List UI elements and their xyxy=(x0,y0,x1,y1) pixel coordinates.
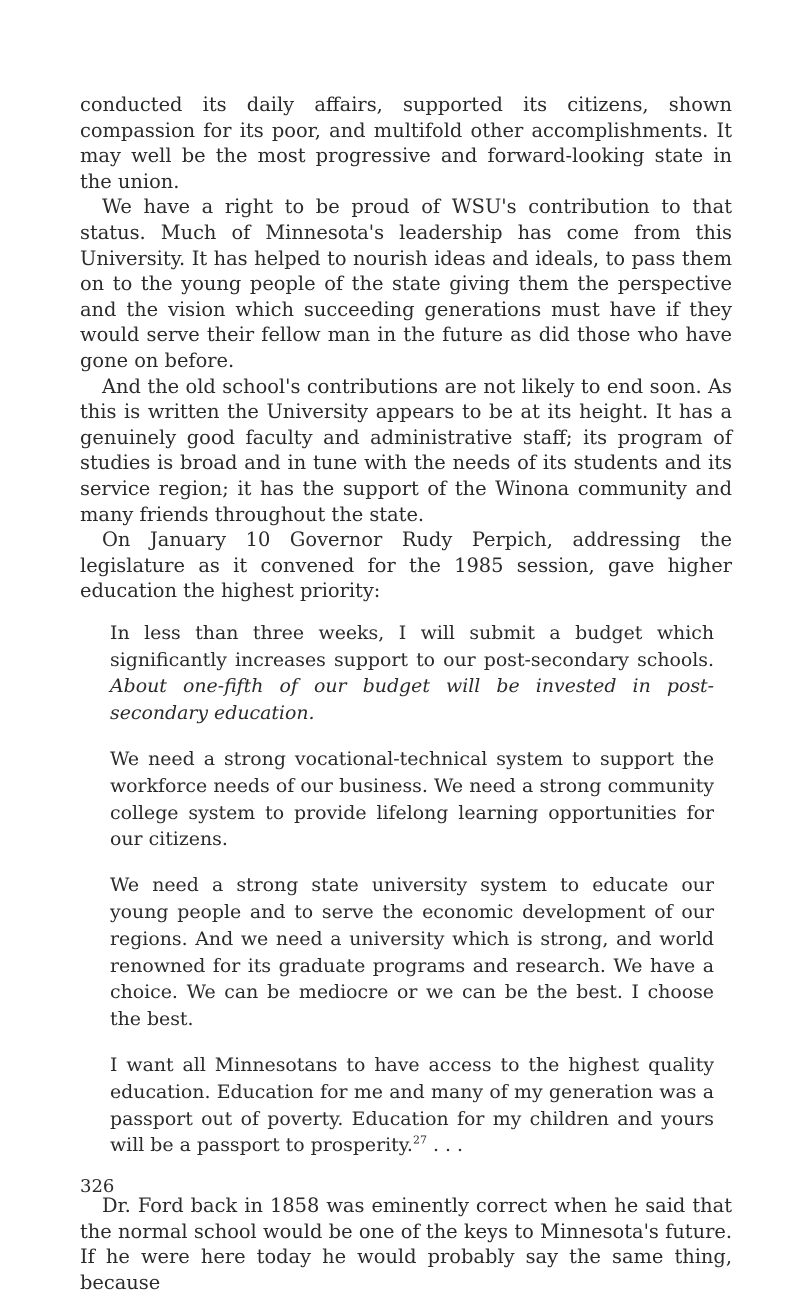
quote-paragraph-budget xyxy=(110,620,714,727)
page-number: 326 xyxy=(80,1176,115,1197)
quote-budget-text: In less than three weeks, I will submit a budget which significantly increases support to our post-secondary schools. xyxy=(110,621,714,671)
quote-paragraph-vocational: We need a strong vocational-technical system to support the workforce needs of our business. We need a strong community college system to provide lifelong learning opportunities for our citizens. xyxy=(110,748,714,851)
book-page-body xyxy=(80,92,732,1296)
quote-paragraph-university: We need a strong state university system to educate our young people and to serve the economic development of our regions. And we need a university which is strong, and world renowned for its graduate programs and research. We have a choice. We can be mediocre or we can be the best. I choose the best. xyxy=(110,874,714,1031)
quote-ellipsis: . . . xyxy=(426,1134,463,1157)
paragraph-governor: On January 10 Governor Rudy Perpich, addressing the legislature as it convened for the 1985 session, gave higher education the highest priority: xyxy=(80,528,732,603)
paragraph-dr-ford: Dr. Ford back in 1858 was eminently correct when he said that the normal school would be one of the keys to Minnesota's future. If he were here today he would probably say the same thing, because xyxy=(80,1194,732,1294)
quote-paragraph-access xyxy=(110,1052,714,1159)
quote-budget-italic: About one-fifth of our budget will be invested in post-secondary education. xyxy=(110,675,714,725)
block-quote xyxy=(110,620,714,1159)
quote-access-text: I want all Minnesotans to have access to the highest quality education. Education for me and many of my generation was a passport out of poverty. Education for my children and yours will be a passport to prosperity. xyxy=(110,1054,714,1157)
paragraph-wsu-contribution: We have a right to be proud of WSU's contribution to that status. Much of Minnesota's leadership has come from this University. It has helped to nourish ideas and ideals, to pass them on to the young people of the state giving them the perspective and the vision which succeeding generations must have if they would serve their fellow man in the future as did those who have gone on before. xyxy=(80,195,732,372)
footnote-marker: 27 xyxy=(412,1134,427,1148)
paragraph-old-school: And the old school's contributions are not likely to end soon. As this is written the University appears to be at its height. It has a genuinely good faculty and administrative staff; its program of studies is broad and in tune with the needs of its students and its service region; it has the support of the Winona community and many friends throughout the state. xyxy=(80,374,732,526)
paragraph-continued: conducted its daily affairs, supported its citizens, shown compassion for its poor, and multifold other accomplishments. It may well be the most progressive and forward-looking state in the union. xyxy=(80,93,732,193)
